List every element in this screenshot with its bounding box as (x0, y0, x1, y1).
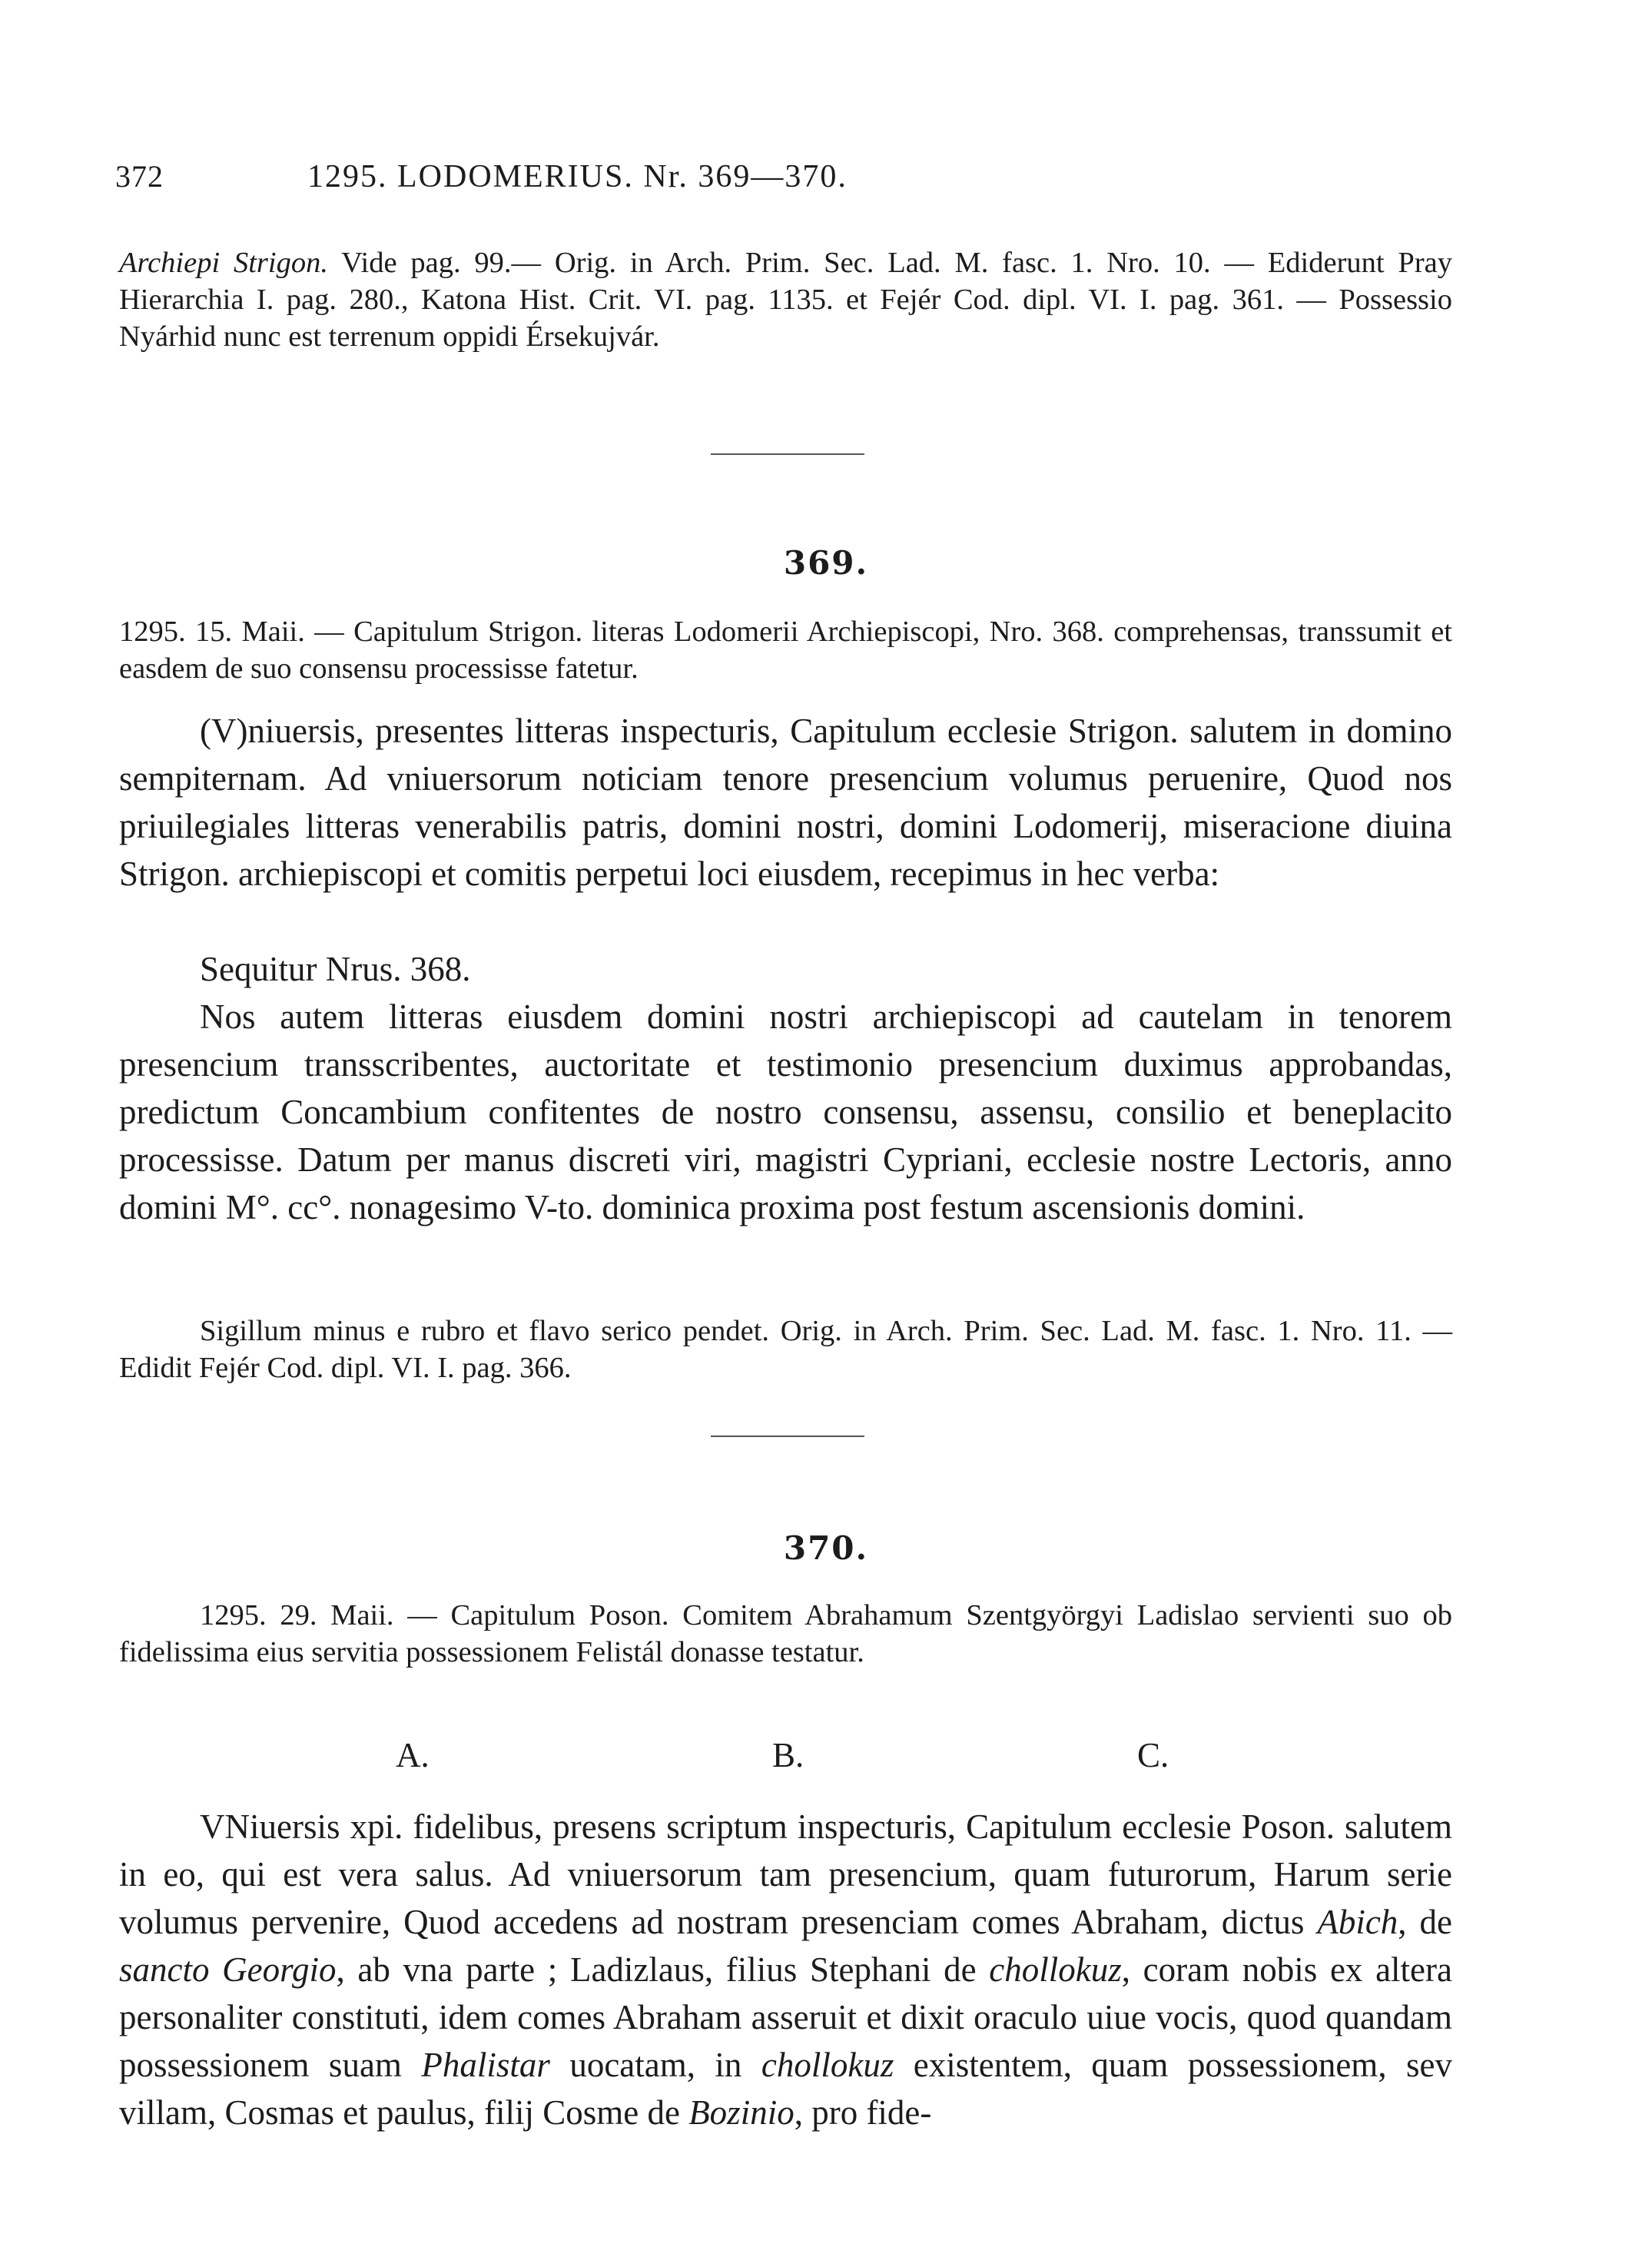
page-number: 372 (115, 159, 164, 194)
section-divider (711, 1436, 864, 1437)
version-label-b: B. (772, 1736, 804, 1774)
charter-text-370 (119, 1803, 1452, 2136)
text-run: uocatam, in (549, 2046, 761, 2084)
running-head (115, 158, 1421, 204)
italic-name: Phalistar (421, 2046, 550, 2084)
regest-370: 1295. 29. Maii. — Capitulum Poson. Comitem Abrahamum Szentgyörgyi Ladislao servienti suo ob fidelissima eius servitia possessionem Felistál donasse testatur. (119, 1599, 1452, 1668)
text-run: , ab vna parte ; Ladizlaus, filius Stephani de (336, 1950, 990, 1989)
note-italic-lead: Archiepi Strigon. (119, 247, 328, 279)
italic-name: sancto Georgio (119, 1950, 337, 1989)
text-run: , de (1398, 1903, 1452, 1941)
italic-name: chollokuz (761, 2046, 894, 2084)
sequitur-line: Sequitur Nrus. 368. (200, 950, 471, 988)
charter-text-369-part2: Nos autem litteras eiusdem domini nostri archiepiscopi ad cautelam in tenorem presencium transscribentes, auctoritate et testimonio presencium duximus approbandas, predictum Concambium confitentes de nostro consensu, assensu, consilio et beneplacito processisse. Datum per manus discreti viri, magistri Cypriani, ecclesie nostre Lectoris, anno domini M°. cc°. nonagesimo V-to. dominica proxima post festum ascensionis domini. (119, 997, 1452, 1226)
document-number-369: 369. (783, 544, 869, 582)
italic-name: chollokuz (989, 1950, 1122, 1989)
source-note-369: Sigillum minus e rubro et flavo serico pendet. Orig. in Arch. Prim. Sec. Lad. M. fasc. 1. Nro. 11. — Edidit Fejér Cod. dipl. VI. I. pag. 366. (119, 1315, 1452, 1384)
version-label-c: C. (1137, 1736, 1169, 1774)
note-text: Vide pag. 99.— Orig. in Arch. Prim. Sec. Lad. M. fasc. 1. Nro. 10. — Ediderunt Pray Hierarchia I. pag. 280., Katona Hist. Crit. VI. pag. 1135. et Fejér Cod. dipl. VI. I. pag. 361. — Possessio Nyárhid nunc est terrenum oppidi Érsekujvár. (119, 247, 1452, 353)
text-run: existentem, quam possessionem, sev villam, Cosmas et paulus, filij Cosme de (119, 2046, 1452, 2132)
section-divider (711, 453, 864, 455)
previous-document-note (119, 244, 1452, 355)
document-number-370: 370. (783, 1529, 869, 1567)
italic-name: Abich (1317, 1903, 1398, 1941)
version-label-a: A. (396, 1736, 430, 1774)
text-run: , pro fide- (794, 2093, 932, 2132)
charter-text-369-part1: (V)niuersis, presentes litteras inspecturis, Capitulum ecclesie Strigon. salutem in domino sempiternam. Ad vniuersorum noticiam tenore presencium volumus peruenire, Quod nos priuilegiales litteras venerabilis patris, domini nostri, domini Lodomerij, miseracione diuina Strigon. archiepiscopi et comitis perpetui loci eiusdem, recepimus in hec verba: (119, 712, 1452, 893)
text-run: VNiuersis xpi. fidelibus, presens scriptum inspecturis, Capitulum ecclesie Poson. salutem in eo, qui est vera salus. Ad vniuersorum tam presencium, quam futurorum, Harum serie volumus pervenire, Quod accedens ad nostram presenciam comes Abraham, dictus (119, 1807, 1452, 1941)
italic-name: Bozinio (688, 2093, 794, 2132)
running-title: 1295. LODOMERIUS. Nr. 369—370. (307, 159, 848, 194)
text-run: , coram nobis ex altera personaliter constituti, idem comes Abraham asseruit et dixit oraculo uiue vocis, quod quandam possessionem suam (119, 1950, 1452, 2084)
regest-369: 1295. 15. Maii. — Capitulum Strigon. literas Lodomerii Archiepiscopi, Nro. 368. comprehensas, transsumit et easdem de suo consensu processisse fatetur. (119, 616, 1452, 685)
